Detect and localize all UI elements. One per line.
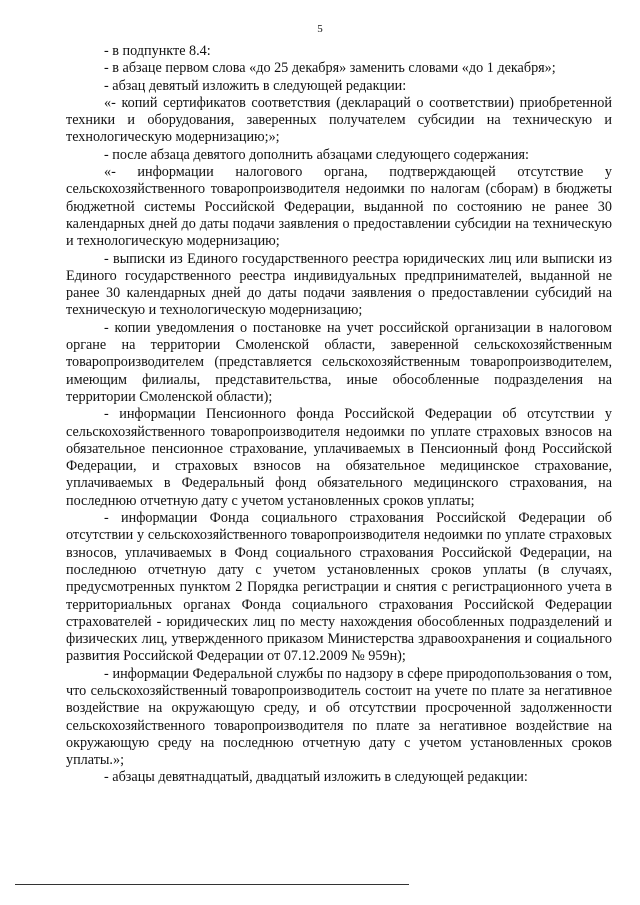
paragraph-add-abzacs-intro: - после абзаца девятого дополнить абзацами следующего содержания:: [104, 146, 529, 163]
paragraph-tax-authority-info: «- информации налогового органа, подтверждающей отсутствие у сельскохозяйственного товаропроизводителя недоимки по налогам (сборам) в бюджеты бюджетной системы Российской Федерации, выданной по состоянию не ранее 30 календарных дней до даты подачи заявления о предоставлении субсидии на техническую и технологическую модернизацию;: [66, 164, 612, 250]
paragraph-certificates: «- копий сертификатов соответствия (деклараций о соответствии) приобретенной техники и оборудования, заверенных получателем субсидии на техническую и технологическую модернизацию;»;: [66, 94, 612, 146]
paragraph-tax-registration-notice: - копии уведомления о постановке на учет российской организации в налоговом органе на территории Смоленской области, заверенной сельскохозяйственным товаропроизводителем (представляется сельскохозяйственным товаропроизводителем, имеющим филиалы, представительства, иные обособленные подразделения на территории Смоленской области);: [66, 319, 612, 405]
paragraph-registry-extract: - выписки из Единого государственного реестра юридических лиц или выписки из Единого государственного реестра индивидуальных предпринимателей, выданной не ранее 30 календарных дней до даты подачи заявления о предоставлении субсидий на техническую и технологическую модернизацию;: [66, 250, 612, 319]
paragraph-first-abzac-change: - в абзаце первом слова «до 25 декабря» заменить словами «до 1 декабря»;: [104, 60, 556, 77]
footer-rule: [15, 884, 409, 885]
paragraph-subclause-8-4: - в подпункте 8.4:: [104, 43, 211, 59]
paragraph-ninth-abzac-intro: - абзац девятый изложить в следующей редакции:: [104, 77, 407, 94]
paragraph-nature-supervision-info: - информации Федеральной службы по надзору в сфере природопользования о том, что сельскохозяйственный товаропроизводитель состоит на учете по плате за негативное воздействие на окружающую среду, и об отсутствии просроченной задолженности сельскохозяйственного товаропроизводителя по плате за негативное воздействие на окружающую среду на последнюю отчетную дату с учетом установленных сроков уплаты.»;: [66, 665, 612, 769]
paragraph-social-insurance-fund-info: - информации Фонда социального страхования Российской Федерации об отсутствии у сельскохозяйственного товаропроизводителя недоимки по уплате страховых взносов, уплачиваемых в Фонд социального страхования Российской Федерации, на последнюю отчетную дату с учетом установленных сроков уплаты (в случаях, предусмотренных пунктом 2 Порядка регистрации и снятия с регистрационного учета в территориальных органах Фонда социального страхования Российской Федерации страхователей - юридических лиц по месту нахождения обособленных подразделений и физических лиц, утвержденного приказом Министерства здравоохранения и социального развития Российской Федерации от 07.12.2009 № 959н);: [66, 510, 612, 665]
paragraph-abzacs-19-20-intro: - абзацы девятнадцатый, двадцатый изложить в следующей редакции:: [104, 769, 528, 786]
document-body: [66, 43, 612, 787]
page-number: 5: [317, 23, 323, 35]
paragraph-pension-fund-info: - информации Пенсионного фонда Российской Федерации об отсутствии у сельскохозяйственного товаропроизводителя недоимки по уплате страховых взносов на обязательное пенсионное страхование, уплачиваемых в Пенсионный фонд Российской Федерации, и страховых взносов на обязательное медицинское страхование, уплачиваемых в Федеральный фонд обязательного медицинского страхования, на последнюю отчетную дату с учетом установленных сроков уплаты;: [66, 406, 612, 509]
